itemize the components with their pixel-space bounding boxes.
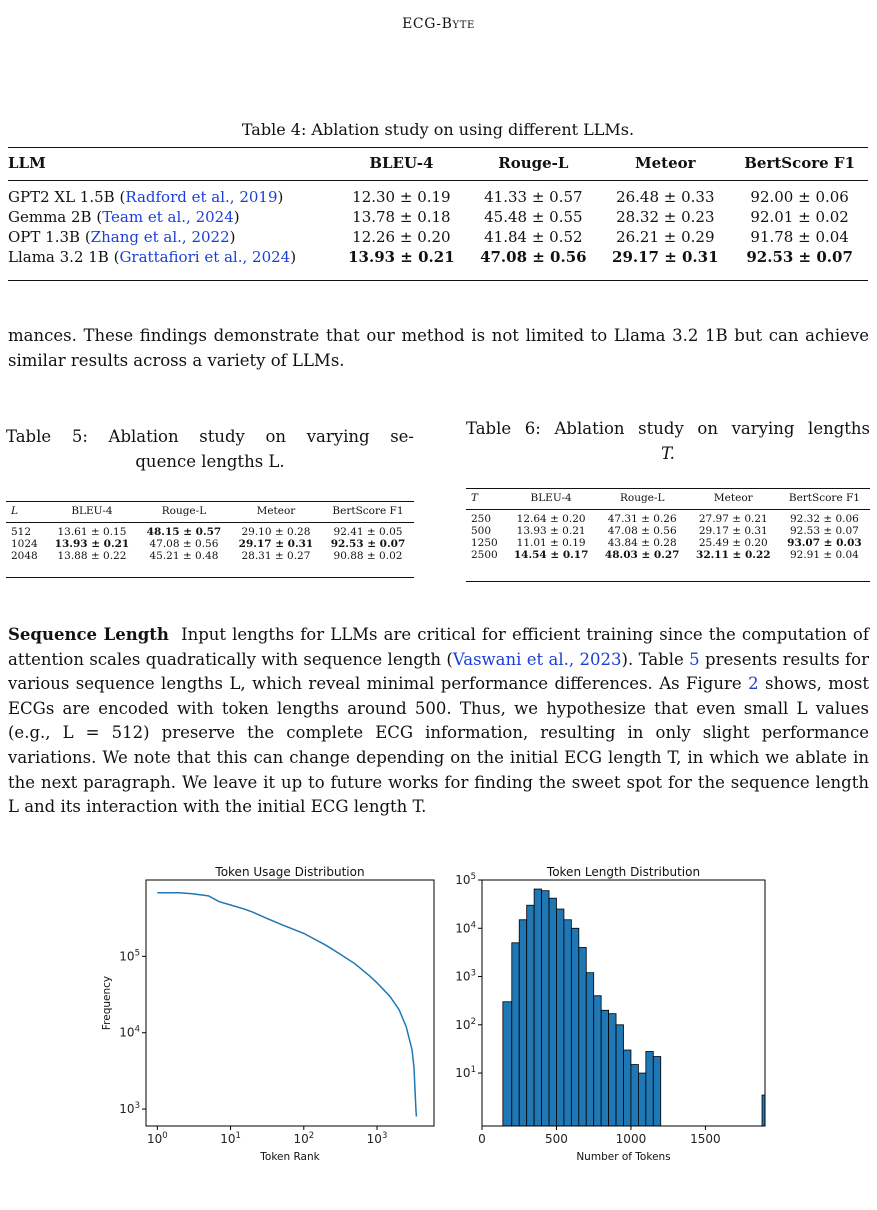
histogram-bar xyxy=(549,898,556,1126)
table-row xyxy=(6,538,414,550)
table-row xyxy=(466,513,870,525)
histogram-bar xyxy=(631,1065,638,1126)
paragraph-generalization: mances. These findings demonstrate that our method is not limited to Llama 3.2 1B but can achieve similar results across a variety of LLMs. xyxy=(8,326,869,370)
histogram-bar xyxy=(564,920,571,1126)
token-usage-chart xyxy=(101,865,434,1160)
table6-caption: Table 6: Ablation study on varying lengths T. xyxy=(466,419,870,463)
y-tick-label: $10^2$ xyxy=(455,1016,476,1032)
citation-link[interactable]: Zhang et al., 2022 xyxy=(90,228,230,246)
x-tick-label: $10^3$ xyxy=(366,1131,388,1146)
bertscore-cell: 90.88 ± 0.02 xyxy=(333,550,403,562)
x-axis-label: Token Rank xyxy=(260,1151,320,1160)
x-tick-label: $10^1$ xyxy=(220,1131,241,1146)
table6-block xyxy=(466,416,870,586)
bertscore-cell: 92.53 ± 0.07 xyxy=(330,538,406,550)
table-ref-link[interactable]: 5 xyxy=(689,649,700,669)
table6-header-bleu: BLEU-4 xyxy=(530,492,572,504)
table4 xyxy=(8,148,868,267)
table4-header-bertscore: BertScore F1 xyxy=(744,154,856,172)
model-name-cell: OPT 1.3B (Zhang et al., 2022) xyxy=(8,228,236,246)
table6-bottom-rule xyxy=(466,581,870,582)
table5-bottom-rule xyxy=(6,577,414,578)
y-tick-label: $10^3$ xyxy=(455,968,476,984)
bertscore-cell: 92.41 ± 0.05 xyxy=(333,526,403,538)
y-axis-label: Frequency xyxy=(101,975,113,1031)
table4-header-llm: LLM xyxy=(8,154,46,172)
bleu-cell: 12.30 ± 0.19 xyxy=(352,188,451,206)
meteor-cell: 27.97 ± 0.21 xyxy=(698,513,768,525)
model-name-cell: Llama 3.2 1B (Grattafiori et al., 2024) xyxy=(8,248,297,266)
x-tick-label: 500 xyxy=(545,1132,568,1146)
rouge-cell: 47.08 ± 0.56 xyxy=(607,525,677,537)
rouge-cell: 47.08 ± 0.56 xyxy=(149,538,219,550)
y-tick-label: $10^5$ xyxy=(455,872,476,887)
table4-caption: Table 4: Ablation study on using different LLMs. xyxy=(241,120,635,139)
model-name-cell: GPT2 XL 1.5B (Radford et al., 2019) xyxy=(8,188,284,206)
bleu-cell: 13.93 ± 0.21 xyxy=(516,525,586,537)
rouge-cell: 45.21 ± 0.48 xyxy=(149,550,219,562)
rouge-cell: 41.84 ± 0.52 xyxy=(484,228,583,246)
length-cell: 1024 xyxy=(11,538,38,550)
y-tick-label: $10^4$ xyxy=(455,920,476,936)
x-axis-label: Number of Tokens xyxy=(576,1151,671,1160)
length-cell: 2500 xyxy=(471,549,498,561)
table-row xyxy=(8,247,868,267)
histogram-bar xyxy=(638,1073,645,1126)
table5-block xyxy=(6,424,414,584)
x-tick-label: $10^0$ xyxy=(146,1131,168,1146)
figure-ref-link[interactable]: 2 xyxy=(748,674,759,694)
chart-title: Token Length Distribution xyxy=(546,865,701,879)
x-tick-label: 1000 xyxy=(615,1132,647,1146)
bertscore-cell: 92.01 ± 0.02 xyxy=(750,208,849,226)
x-tick-label: 0 xyxy=(478,1132,486,1146)
bleu-cell: 13.61 ± 0.15 xyxy=(57,526,127,538)
histogram-bar xyxy=(594,996,601,1126)
meteor-cell: 25.49 ± 0.20 xyxy=(698,537,768,549)
table-row xyxy=(8,187,868,207)
table-row xyxy=(466,525,870,537)
table4-bottom-rule xyxy=(8,280,868,281)
table4-header-meteor: Meteor xyxy=(635,154,696,172)
rouge-cell: 45.48 ± 0.55 xyxy=(484,208,583,226)
bertscore-cell: 91.78 ± 0.04 xyxy=(750,228,849,246)
histogram-bar xyxy=(601,1010,608,1126)
histogram-bar xyxy=(571,928,578,1126)
histogram-bar xyxy=(616,1025,623,1126)
rouge-cell: 47.31 ± 0.26 xyxy=(607,513,677,525)
histogram-bar xyxy=(646,1051,653,1126)
sequence-length-paragraph: Sequence Length Input lengths for LLMs are critical for efficient training since the computation of attention scales quadratically with sequence length (Vaswani et al., 2023). Table 5 presents results for various sequence lengths L, which reveal minimal performance differences. As Figure 2 shows, most ECGs are encoded with token lengths around 500. Thus, we hypothesize that even small L values (e.g., L = 512) preserve the complete ECG information, resulting in only slight performance variations. We note that this can change depending on the initial ECG length T, in which we ablate in the next paragraph. We leave it up to future works for finding the sweet spot for the sequence length L and its interaction with the initial ECG length T. xyxy=(8,625,869,817)
bleu-cell: 12.64 ± 0.20 xyxy=(516,513,586,525)
table4-block xyxy=(8,120,868,288)
token-length-chart xyxy=(455,865,765,1160)
histogram-bar xyxy=(579,947,586,1126)
meteor-cell: 29.17 ± 0.31 xyxy=(612,248,719,266)
series-line-token-usage xyxy=(157,893,416,1117)
histogram-bar xyxy=(527,905,534,1126)
citation-link[interactable]: Vaswani et al., 2023 xyxy=(452,649,622,669)
length-cell: 512 xyxy=(11,526,32,538)
bleu-cell: 14.54 ± 0.17 xyxy=(513,549,589,561)
chart-title: Token Usage Distribution xyxy=(215,865,365,879)
table5-header-bertscore: BertScore F1 xyxy=(332,505,404,517)
bleu-cell: 13.93 ± 0.21 xyxy=(348,248,455,266)
y-tick-label: $10^3$ xyxy=(119,1101,140,1117)
x-tick-label: $10^2$ xyxy=(293,1131,315,1146)
meteor-cell: 29.17 ± 0.31 xyxy=(698,525,768,537)
histogram-bar xyxy=(534,889,541,1126)
meteor-cell: 32.11 ± 0.22 xyxy=(696,549,771,561)
model-name-cell: Gemma 2B (Team et al., 2024) xyxy=(8,208,240,226)
table5-header-rouge: Rouge-L xyxy=(161,505,207,517)
meteor-cell: 29.17 ± 0.31 xyxy=(238,538,314,550)
running-head: ECG-Byte xyxy=(402,16,475,32)
histogram-bar xyxy=(512,943,519,1126)
bleu-cell: 11.01 ± 0.19 xyxy=(516,537,586,549)
table4-header-row xyxy=(8,148,868,181)
table4-header-rouge: Rouge-L xyxy=(498,154,569,172)
meteor-cell: 28.32 ± 0.23 xyxy=(616,208,715,226)
meteor-cell: 29.10 ± 0.28 xyxy=(241,526,311,538)
rouge-cell: 48.15 ± 0.57 xyxy=(146,526,222,538)
table6-header-meteor: Meteor xyxy=(713,492,753,504)
rouge-cell: 48.03 ± 0.27 xyxy=(604,549,680,561)
table-row xyxy=(466,537,870,549)
bleu-cell: 12.26 ± 0.20 xyxy=(352,228,451,246)
bleu-cell: 13.88 ± 0.22 xyxy=(57,550,127,562)
bleu-cell: 13.78 ± 0.18 xyxy=(352,208,451,226)
table-row xyxy=(6,526,414,538)
bertscore-cell: 93.07 ± 0.03 xyxy=(787,537,862,549)
bertscore-cell: 92.53 ± 0.07 xyxy=(789,525,859,537)
table6-header-rouge: Rouge-L xyxy=(619,492,665,504)
citation-link[interactable]: Team et al., 2024 xyxy=(102,208,234,226)
bertscore-cell: 92.32 ± 0.06 xyxy=(789,513,859,525)
x-tick-label: 1500 xyxy=(690,1132,721,1146)
section-heading: Sequence Length xyxy=(8,625,169,644)
table-row xyxy=(6,550,414,562)
length-cell: 500 xyxy=(471,525,492,537)
table6-header-t: T xyxy=(471,492,479,504)
table-row xyxy=(8,227,868,247)
table5-header-l: L xyxy=(11,505,18,517)
table5-header-meteor: Meteor xyxy=(256,505,296,517)
length-cell: 2048 xyxy=(11,550,38,562)
table4-header-bleu: BLEU-4 xyxy=(369,154,434,172)
bertscore-cell: 92.53 ± 0.07 xyxy=(746,248,853,266)
y-tick-label: $10^1$ xyxy=(455,1065,476,1081)
y-tick-label: $10^4$ xyxy=(119,1024,140,1040)
bertscore-cell: 92.91 ± 0.04 xyxy=(789,549,859,561)
histogram-bar xyxy=(519,920,526,1126)
citation-link[interactable]: Radford et al., 2019 xyxy=(125,188,278,206)
histogram-bar xyxy=(609,1014,616,1126)
histogram-bar xyxy=(542,891,549,1126)
meteor-cell: 26.48 ± 0.33 xyxy=(616,188,715,206)
histogram-bar xyxy=(556,909,563,1126)
length-cell: 250 xyxy=(471,513,492,525)
table5-caption: Table 5: Ablation study on varying se- quence lengths L. xyxy=(6,427,414,471)
histogram-bar xyxy=(624,1050,631,1126)
figure-2 xyxy=(96,860,780,1160)
table6-header-bertscore: BertScore F1 xyxy=(788,492,860,504)
citation-link[interactable]: Grattafiori et al., 2024 xyxy=(119,248,291,266)
bertscore-cell: 92.00 ± 0.06 xyxy=(750,188,849,206)
table6 xyxy=(466,489,870,561)
table5 xyxy=(6,502,414,562)
histogram-bar xyxy=(503,1002,512,1126)
rouge-cell: 41.33 ± 0.57 xyxy=(484,188,583,206)
y-tick-label: $10^5$ xyxy=(119,948,140,964)
table-row xyxy=(466,549,870,561)
meteor-cell: 26.21 ± 0.29 xyxy=(616,228,715,246)
rouge-cell: 47.08 ± 0.56 xyxy=(480,248,587,266)
histogram-bar xyxy=(586,973,593,1126)
rouge-cell: 43.84 ± 0.28 xyxy=(607,537,677,549)
bleu-cell: 13.93 ± 0.21 xyxy=(54,538,130,550)
plot-frame xyxy=(146,880,434,1126)
table5-header-bleu: BLEU-4 xyxy=(71,505,113,517)
table-row xyxy=(8,207,868,227)
histogram-bar xyxy=(653,1057,660,1126)
meteor-cell: 28.31 ± 0.27 xyxy=(241,550,311,562)
length-cell: 1250 xyxy=(471,537,498,549)
